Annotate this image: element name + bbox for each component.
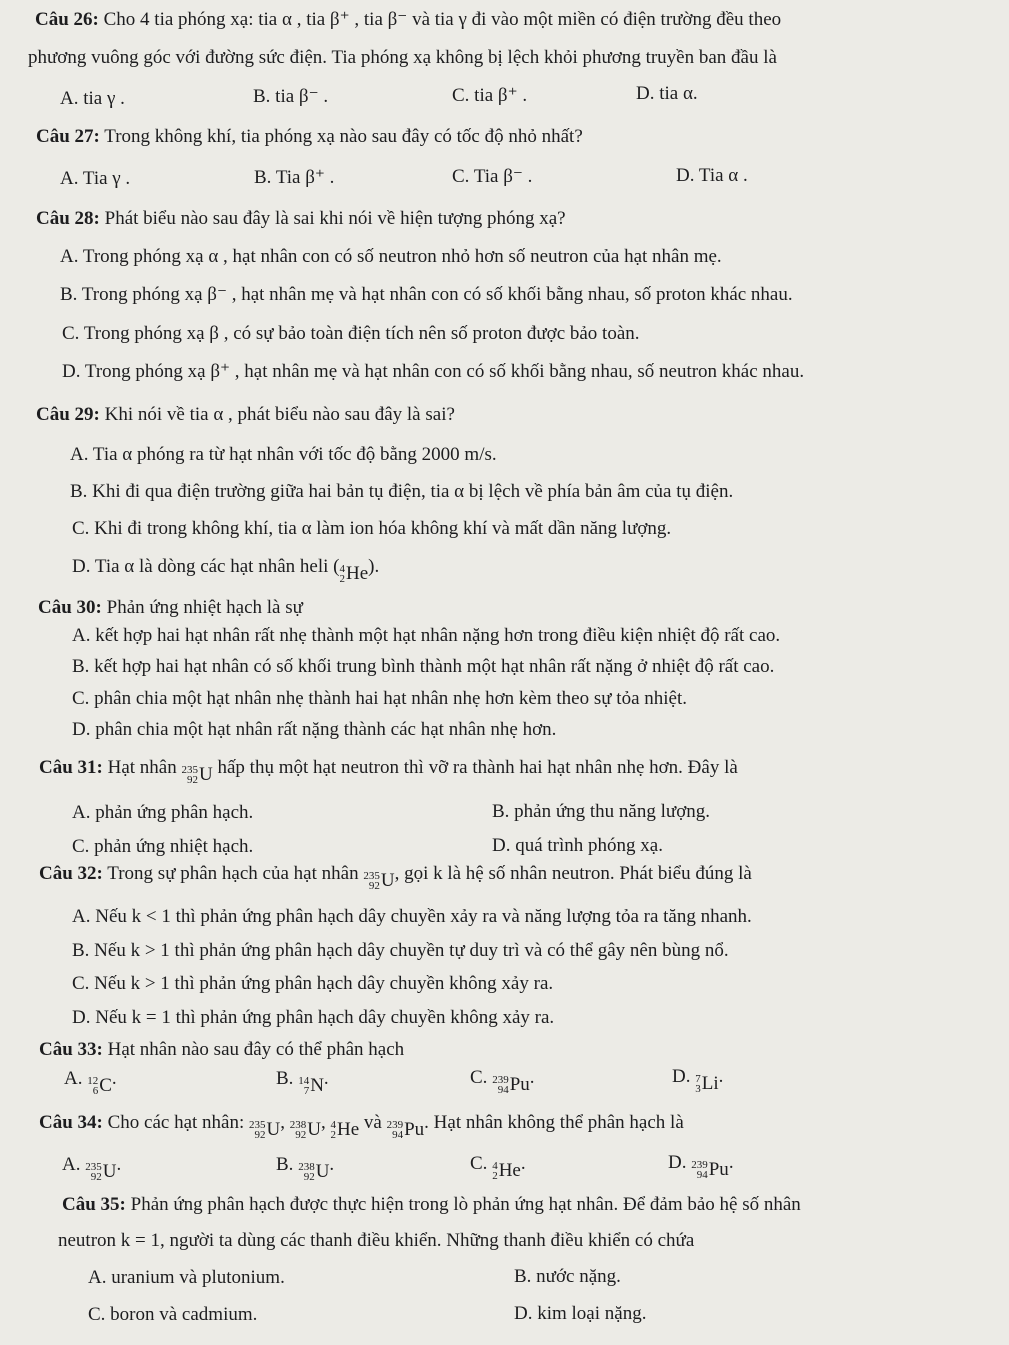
q26-label: Câu 26: [35, 9, 99, 30]
q33-option-b: B. 14 7 N . [276, 1068, 329, 1097]
q27-text: Trong không khí, tia phóng xạ nào sau đây có tốc độ nhỏ nhất? [104, 126, 583, 147]
q33-option-c: C. 239 94 Pu . [470, 1067, 535, 1096]
q29-option-a: A. Tia α phóng ra từ hạt nhân với tốc độ bằng 2000 m/s. [70, 444, 497, 465]
q30-option-a: A. kết hợp hai hạt nhân rất nhẹ thành một hạt nhân nặng hơn trong điều kiện nhiệt độ rất cao. [72, 625, 781, 646]
q33-option-d: D. 7 3 Li . [672, 1066, 724, 1095]
q29-option-d: D. Tia α là dòng các hạt nhân heli ( 4 2 He ). [72, 556, 380, 585]
q35-option-a: A. uranium và plutonium. [88, 1267, 285, 1288]
q27-label: Câu 27: [36, 126, 100, 147]
lithium-7-nuclide: 7 3 Li [695, 1073, 719, 1095]
q32-option-d: D. Nếu k = 1 thì phản ứng phân hạch dây chuyền không xảy ra. [72, 1007, 555, 1028]
q35-option-b: B. nước nặng. [514, 1266, 621, 1287]
q31-option-b: B. phản ứng thu năng lượng. [492, 801, 710, 822]
q30-question [38, 596, 303, 620]
q30-label: Câu 30: [38, 597, 102, 618]
q32-question: Câu 32: Trong sự phân hạch của hạt nhân 235 92 U , gọi k là hệ số nhân neutron. Phát biểu đúng là [39, 863, 752, 892]
q26-option-a: A. tia γ . [60, 88, 125, 109]
q31-option-a: A. phản ứng phân hạch. [72, 802, 254, 823]
nitrogen-14-nuclide: 14 7 N [298, 1075, 324, 1097]
q32-option-c: C. Nếu k > 1 thì phản ứng phân hạch dây chuyền không xảy ra. [72, 973, 554, 994]
q28-option-c: C. Trong phóng xạ β , có sự bảo toàn điện tích nên số proton được bảo toàn. [62, 323, 640, 344]
q29-option-c: C. Khi đi trong không khí, tia α làm ion hóa không khí và mất dần năng lượng. [72, 518, 672, 539]
q27-question [36, 125, 583, 149]
q31-question: Câu 31: Hạt nhân 235 92 U hấp thụ một hạt neutron thì vỡ ra thành hai hạt nhân nhẹ hơn. Đây là [39, 757, 738, 786]
q26-line1 [35, 8, 781, 32]
uranium-235-nuclide: 235 92 U [249, 1119, 281, 1141]
q30-option-c: C. phân chia một hạt nhân nhẹ thành hai hạt nhân nhẹ hơn kèm theo sự tỏa nhiệt. [72, 688, 688, 709]
helium-4-nuclide: 4 2 He [330, 1119, 360, 1141]
q28-option-d: D. Trong phóng xạ β⁺ , hạt nhân mẹ và hạt nhân con có số khối bằng nhau, số neutron khác nhau. [62, 361, 805, 382]
q29-text: Khi nói về tia α , phát biểu nào sau đây là sai? [104, 404, 455, 425]
q26-option-b: B. tia β⁻ . [253, 86, 329, 107]
q34-option-d: D. 239 94 Pu . [668, 1152, 734, 1181]
q27-option-a: A. Tia γ . [60, 168, 131, 189]
q29-option-b: B. Khi đi qua điện trường giữa hai bản tụ điện, tia α bị lệch về phía bản âm của tụ điện. [70, 481, 734, 502]
uranium-235-nuclide: 235 92 U [181, 764, 213, 786]
q35-option-d: D. kim loại nặng. [514, 1303, 647, 1324]
q28-option-a: A. Trong phóng xạ α , hạt nhân con có số neutron nhỏ hơn số neutron của hạt nhân mẹ. [60, 246, 722, 267]
q33-question: Câu 33: Hạt nhân nào sau đây có thể phân hạch [39, 1039, 405, 1060]
helium-4-nuclide: 4 2 He [492, 1160, 521, 1182]
uranium-235-nuclide: 235 92 U [85, 1161, 117, 1183]
q30-text: Phản ứng nhiệt hạch là sự [106, 597, 303, 618]
q28-label: Câu 28: [36, 208, 100, 229]
uranium-238-nuclide: 238 92 U [298, 1161, 330, 1183]
q32-option-b: B. Nếu k > 1 thì phản ứng phân hạch dây chuyền tự duy trì và có thể gây nên bùng nổ. [72, 940, 729, 961]
q31-option-d: D. quá trình phóng xạ. [492, 835, 663, 856]
q33-option-a: A. 12 6 C . [64, 1068, 117, 1097]
q34-option-b: B. 238 92 U . [276, 1154, 335, 1183]
q29-label: Câu 29: [36, 404, 100, 425]
helium-4-nuclide: 4 2 He [339, 563, 369, 585]
q29-question [36, 403, 455, 427]
q28-text: Phát biểu nào sau đây là sai khi nói về hiện tượng phóng xạ? [104, 208, 566, 229]
uranium-238-nuclide: 238 92 U [289, 1119, 321, 1141]
q30-option-d: D. phân chia một hạt nhân rất nặng thành các hạt nhân nhẹ hơn. [72, 719, 557, 740]
q26-line2: phương vuông góc với đường sức điện. Tia phóng xạ không bị lệch khỏi phương truyền ban đầu là [28, 47, 777, 68]
plutonium-239-nuclide: 239 94 Pu [386, 1119, 425, 1141]
q27-option-b: B. Tia β⁺ . [254, 167, 335, 188]
uranium-235-nuclide: 235 92 U [363, 870, 395, 892]
q32-option-a: A. Nếu k < 1 thì phản ứng phân hạch dây chuyền xảy ra và năng lượng tỏa ra tăng nhanh. [72, 906, 752, 927]
q31-option-c: C. phản ứng nhiệt hạch. [72, 836, 254, 857]
q28-question [36, 207, 566, 231]
q34-option-a: A. 235 92 U . [62, 1154, 122, 1183]
q34-option-c: C. 4 2 He . [470, 1153, 526, 1182]
q27-option-c: C. Tia β⁻ . [452, 166, 533, 187]
q35-option-c: C. boron và cadmium. [88, 1304, 258, 1325]
q26-text1: Cho 4 tia phóng xạ: tia α , tia β⁺ , tia β⁻ và tia γ đi vào một miền có điện trường đều theo [103, 9, 782, 30]
q28-option-b: B. Trong phóng xạ β⁻ , hạt nhân mẹ và hạt nhân con có số khối bằng nhau, số proton khác nhau. [60, 284, 793, 305]
q26-option-d: D. tia α. [636, 83, 698, 104]
plutonium-239-nuclide: 239 94 Pu [492, 1074, 530, 1096]
q26-option-c: C. tia β⁺ . [452, 85, 528, 106]
plutonium-239-nuclide: 239 94 Pu [691, 1159, 729, 1181]
q35-line1: Câu 35: Phản ứng phân hạch được thực hiện trong lò phản ứng hạt nhân. Để đảm bảo hệ số nhân [62, 1194, 801, 1215]
q30-option-b: B. kết hợp hai hạt nhân có số khối trung bình thành một hạt nhân rất nặng ở nhiệt độ rất cao. [72, 656, 775, 677]
q27-option-d: D. Tia α . [676, 165, 748, 186]
q35-line2: neutron k = 1, người ta dùng các thanh điều khiển. Những thanh điều khiển có chứa [58, 1230, 695, 1251]
carbon-12-nuclide: 12 6 C [87, 1075, 112, 1097]
q34-question: Câu 34: Cho các hạt nhân: 235 92 U , 238 92 U , 4 2 He và 239 94 Pu . Hạt nhân không thể phân hạch là [39, 1112, 684, 1141]
